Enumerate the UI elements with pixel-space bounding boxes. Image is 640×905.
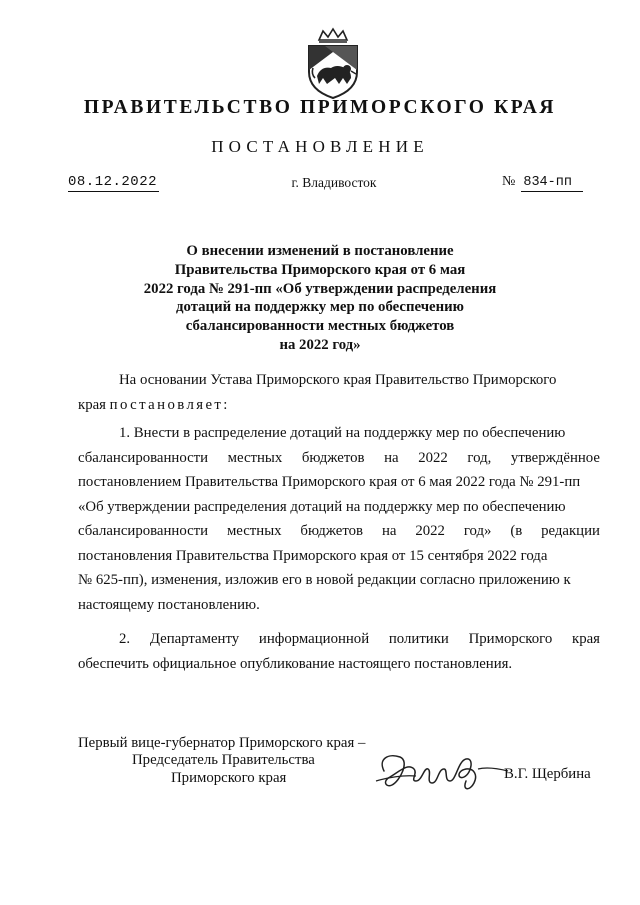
text-line [78,446,600,471]
word: местных [226,523,282,539]
word: политики [388,631,449,647]
clause-2-paragraph [78,627,600,676]
text-fragment: края [78,396,106,413]
preamble-paragraph [78,368,600,417]
document-subject [120,242,520,355]
word: Департаменту [149,631,240,647]
text-line: «Об утверждении распределения дотаций на поддержку мер по обеспечению [78,498,566,515]
word: год» [463,523,492,539]
subject-line: сбалансированности местных бюджетов [185,318,455,335]
subject-line: 2022 года № 291-пп «Об утверждении распределения [143,280,497,297]
text-line [78,519,600,544]
text-line: 1. Внести в распределение дотаций на поддержку мер по обеспечению [119,425,566,441]
word: на [381,523,397,539]
coat-of-arms-emblem [301,26,365,100]
signatory-position-line: Приморского края [171,770,287,786]
text-line: обеспечить официальное опубликование настоящего постановления. [78,655,513,672]
decree-verb: постановляет: [109,396,230,413]
subject-line: Правительства Приморского края от 6 мая [174,261,466,278]
text-line [78,627,600,652]
word: Приморского [468,631,553,647]
document-date: 08.12.2022 [68,174,158,190]
text-line: На основании Устава Приморского края Правительство Приморского [119,372,557,388]
word: 2022 [418,449,448,466]
document-type-title: ПОСТАНОВЛЕНИЕ [211,137,429,156]
clause-1-paragraph [78,421,600,617]
word: 2022 [415,523,445,539]
word: год, [467,449,492,466]
word: бюджетов [301,449,365,466]
word: бюджетов [300,523,364,539]
text-line: № 625-пп), изменения, изложив его в новой редакции согласно приложению к [78,572,571,588]
document-number: 834-пп [521,175,583,192]
number-sign: № [502,174,516,189]
subject-line: на 2022 год» [279,336,361,353]
word: редакции [541,523,600,539]
subject-line: дотаций на поддержку мер по обеспечению [176,299,464,316]
word: на [384,449,399,466]
word: сбалансированности [78,449,209,466]
document-city: г. Владивосток [291,175,377,190]
text-line [78,393,600,418]
document-meta-row [0,174,640,196]
word: информационной [258,631,370,647]
document-number-field [502,174,583,192]
word: 2. [119,631,131,647]
text-line: постановления Правительства Приморского края от 15 сентября 2022 года [78,547,548,564]
word: края [572,631,600,647]
signatory-position-line: Председатель Правительства [132,752,315,768]
signatory-name: В.Г. Щербина [504,766,591,782]
government-title: ПРАВИТЕЛЬСТВО ПРИМОРСКОГО КРАЯ [83,97,557,118]
subject-line: О внесении изменений в постановление [186,243,454,259]
word: местных [227,449,283,466]
signatory-position-line: Первый вице-губернатор Приморского края – [78,735,366,751]
text-line: настоящему постановлению. [78,596,260,613]
text-line: постановлением Правительства Приморского края от 6 мая 2022 года № 291-пп [78,474,581,490]
handwritten-signature [370,741,510,797]
word: (в [510,523,523,539]
signature-block [78,735,608,815]
word: утверждённое [510,449,600,466]
word: сбалансированности [78,523,209,539]
